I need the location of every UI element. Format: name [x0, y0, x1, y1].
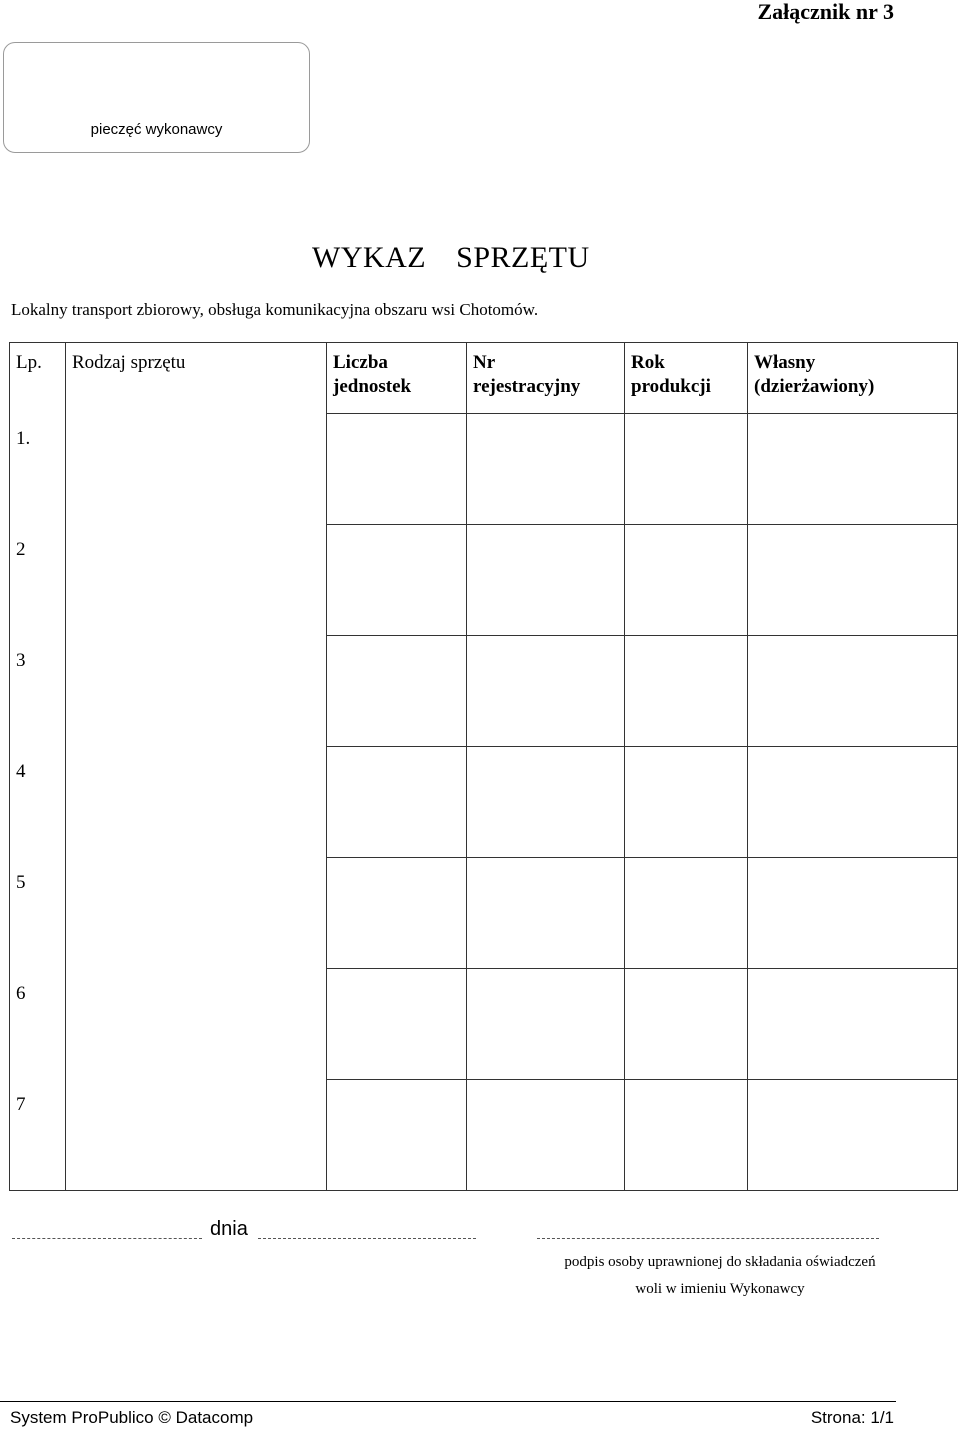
row-number: 1. [10, 414, 66, 525]
cell-year[interactable] [625, 525, 748, 636]
page-title [312, 240, 590, 276]
cell-count[interactable] [327, 525, 467, 636]
table-row [10, 525, 958, 636]
cell-count[interactable] [327, 1080, 467, 1191]
cell-ownership[interactable] [748, 414, 958, 525]
contractor-stamp-box [3, 42, 310, 153]
stamp-label: pieczęć wykonawcy [90, 121, 223, 138]
cell-type[interactable] [66, 747, 327, 858]
title-word-2: SPRZĘTU [456, 241, 590, 274]
cell-registration[interactable] [467, 858, 625, 969]
cell-ownership[interactable] [748, 1080, 958, 1191]
cell-ownership[interactable] [748, 636, 958, 747]
cell-ownership[interactable] [748, 525, 958, 636]
row-number: 3 [10, 636, 66, 747]
header-count: Liczba jednostek [327, 343, 467, 414]
cell-year[interactable] [625, 1080, 748, 1191]
cell-type[interactable] [66, 858, 327, 969]
row-number: 2 [10, 525, 66, 636]
title-word-1: WYKAZ [312, 241, 427, 274]
cell-ownership[interactable] [748, 858, 958, 969]
header-ownership: Własny (dzierżawiony) [748, 343, 958, 414]
cell-type[interactable] [66, 636, 327, 747]
cell-count[interactable] [327, 636, 467, 747]
cell-registration[interactable] [467, 414, 625, 525]
cell-registration[interactable] [467, 747, 625, 858]
table-header-row [10, 343, 958, 414]
cell-registration[interactable] [467, 525, 625, 636]
cell-registration[interactable] [467, 1080, 625, 1191]
row-number: 4 [10, 747, 66, 858]
subtitle: Lokalny transport zbiorowy, obsługa komunikacyjna obszaru wsi Chotomów. [11, 300, 539, 319]
table-row [10, 1080, 958, 1191]
footer-system-label: System ProPublico © Datacomp [10, 1408, 254, 1427]
cell-ownership[interactable] [748, 747, 958, 858]
cell-registration[interactable] [467, 636, 625, 747]
header-year: Rok produkcji [625, 343, 748, 414]
cell-type[interactable] [66, 525, 327, 636]
cell-ownership[interactable] [748, 969, 958, 1080]
attachment-label: Załącznik nr 3 [757, 0, 894, 24]
cell-year[interactable] [625, 858, 748, 969]
cell-year[interactable] [625, 636, 748, 747]
header-lp: Lp. [10, 343, 66, 414]
table-row [10, 636, 958, 747]
equipment-table [9, 342, 958, 1191]
cell-registration[interactable] [467, 969, 625, 1080]
place-field-line[interactable] [12, 1238, 202, 1239]
cell-count[interactable] [327, 414, 467, 525]
table-row [10, 414, 958, 525]
cell-year[interactable] [625, 969, 748, 1080]
signature-field-line[interactable] [537, 1238, 879, 1239]
header-type: Rodzaj sprzętu [66, 343, 327, 414]
row-number: 7 [10, 1080, 66, 1191]
signature-caption-line-1: podpis osoby uprawnionej do składania oświadczeń [564, 1254, 876, 1270]
header-registration: Nr rejestracyjny [467, 343, 625, 414]
signature-caption-line-2: woli w imieniu Wykonawcy [635, 1281, 805, 1297]
cell-year[interactable] [625, 414, 748, 525]
footer-page-number: Strona: 1/1 [810, 1408, 894, 1427]
table-row [10, 969, 958, 1080]
footer-divider [0, 1401, 896, 1402]
cell-type[interactable] [66, 414, 327, 525]
date-label: dnia [210, 1218, 248, 1240]
cell-type[interactable] [66, 1080, 327, 1191]
cell-count[interactable] [327, 969, 467, 1080]
cell-type[interactable] [66, 969, 327, 1080]
table-row [10, 747, 958, 858]
cell-year[interactable] [625, 747, 748, 858]
row-number: 5 [10, 858, 66, 969]
row-number: 6 [10, 969, 66, 1080]
table-row [10, 858, 958, 969]
cell-count[interactable] [327, 747, 467, 858]
cell-count[interactable] [327, 858, 467, 969]
date-field-line[interactable] [258, 1238, 476, 1239]
